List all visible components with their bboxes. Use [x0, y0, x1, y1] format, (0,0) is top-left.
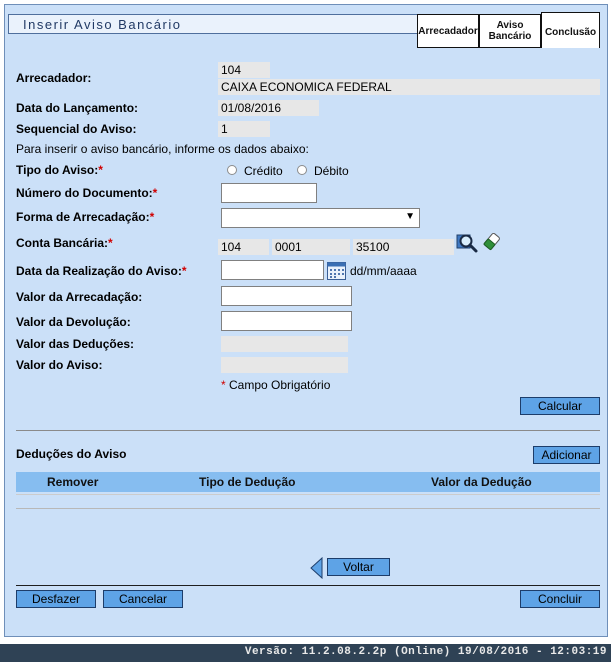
- valor-deducoes-value: [221, 336, 348, 352]
- column-header: Remover: [47, 475, 99, 489]
- valor-deducoes-label: Valor das Deduções:: [16, 337, 135, 351]
- tab-arrecadador-label: Arrecadador: [418, 26, 478, 37]
- numero-documento-input[interactable]: [221, 183, 317, 203]
- adicionar-button[interactable]: Adicionar: [533, 446, 600, 464]
- valor-aviso-value: [221, 357, 348, 373]
- conta-bancaria-text: Conta Bancária:: [16, 236, 109, 250]
- forma-arrecadacao-text: Forma de Arrecadação:: [16, 210, 150, 224]
- cancelar-button[interactable]: Cancelar: [103, 590, 183, 608]
- radio-credito-label: Crédito: [244, 164, 283, 178]
- instruction-text: Para inserir o aviso bancário, informe os dados abaixo:: [16, 142, 309, 156]
- voltar-button[interactable]: Voltar: [327, 558, 390, 576]
- required-note-text: Campo Obrigatório: [229, 378, 331, 392]
- data-realizacao-label: [16, 264, 187, 278]
- radio-debito[interactable]: [297, 165, 307, 175]
- required-marker: *: [181, 264, 187, 278]
- required-note: [221, 378, 330, 392]
- header: [8, 12, 600, 40]
- required-marker: *: [152, 186, 158, 200]
- radio-credito[interactable]: [227, 165, 237, 175]
- sequencial-value: 1: [218, 121, 270, 137]
- radio-debito-label: Débito: [314, 164, 349, 178]
- conta-banco-value: 104: [218, 239, 269, 255]
- divider: [16, 430, 600, 431]
- numero-documento-label: [16, 186, 157, 200]
- chevron-down-icon: ▼: [405, 211, 415, 222]
- tab-aviso-label-1: Aviso: [496, 20, 524, 31]
- tab-conclusao[interactable]: [541, 12, 600, 48]
- arrecadador-name: CAIXA ECONOMICA FEDERAL: [218, 79, 600, 95]
- divider: [16, 508, 600, 509]
- table-bottom-border: [16, 494, 600, 495]
- required-marker: *: [149, 210, 155, 224]
- numero-documento-text: Número do Documento:: [16, 186, 153, 200]
- divider: [16, 585, 600, 586]
- conta-numero-value: 35100: [353, 239, 454, 255]
- eraser-icon[interactable]: [483, 232, 501, 252]
- data-realizacao-input[interactable]: [221, 260, 324, 280]
- forma-arrecadacao-label: [16, 210, 154, 224]
- concluir-button[interactable]: Concluir: [520, 590, 600, 608]
- magnifier-icon[interactable]: [456, 232, 482, 254]
- footer: [0, 644, 611, 662]
- column-header: Valor da Dedução: [431, 475, 532, 489]
- sequencial-label: Sequencial do Aviso:: [16, 122, 137, 136]
- tab-conclusao-label: Conclusão: [544, 27, 597, 38]
- conta-bancaria-label: [16, 236, 113, 250]
- valor-aviso-label: Valor do Aviso:: [16, 358, 103, 372]
- conta-agencia-value: 0001: [272, 239, 350, 255]
- data-lancamento-value: 01/08/2016: [218, 100, 319, 116]
- column-header: Tipo de Dedução: [199, 475, 296, 489]
- required-note-marker: *: [221, 378, 226, 392]
- tab-arrecadador[interactable]: [417, 14, 479, 48]
- calcular-button[interactable]: Calcular: [520, 397, 600, 415]
- deducoes-title: Deduções do Aviso: [16, 447, 127, 461]
- tipo-aviso-label: [16, 163, 103, 177]
- tipo-aviso-text: Tipo do Aviso:: [16, 163, 99, 177]
- forma-arrecadacao-select[interactable]: [221, 208, 420, 228]
- arrecadador-label: Arrecadador:: [16, 71, 92, 85]
- tab-aviso-label-2: Bancário: [488, 31, 532, 42]
- data-lancamento-label: Data do Lançamento:: [16, 101, 139, 115]
- page-title-box: [8, 14, 428, 34]
- calendar-icon[interactable]: [327, 262, 346, 280]
- required-marker: *: [98, 163, 103, 177]
- arrecadador-code: 104: [218, 62, 270, 78]
- date-format-hint: dd/mm/aaaa: [350, 264, 417, 278]
- deducoes-table-header: [16, 472, 600, 492]
- valor-arrecadacao-input[interactable]: [221, 286, 352, 306]
- desfazer-button[interactable]: Desfazer: [16, 590, 96, 608]
- valor-devolucao-label: Valor da Devolução:: [16, 315, 131, 329]
- data-realizacao-text: Data da Realização do Aviso:: [16, 264, 182, 278]
- page-title: Inserir Aviso Bancário: [23, 17, 182, 32]
- valor-devolucao-input[interactable]: [221, 311, 352, 331]
- version-text: Versão: 11.2.08.2.2p (Online) 19/08/2016 - 12:03:19: [244, 646, 607, 658]
- valor-arrecadacao-label: Valor da Arrecadação:: [16, 290, 143, 304]
- tab-aviso-bancario[interactable]: [479, 14, 541, 48]
- arrow-left-icon[interactable]: [310, 557, 324, 579]
- required-marker: *: [108, 236, 113, 250]
